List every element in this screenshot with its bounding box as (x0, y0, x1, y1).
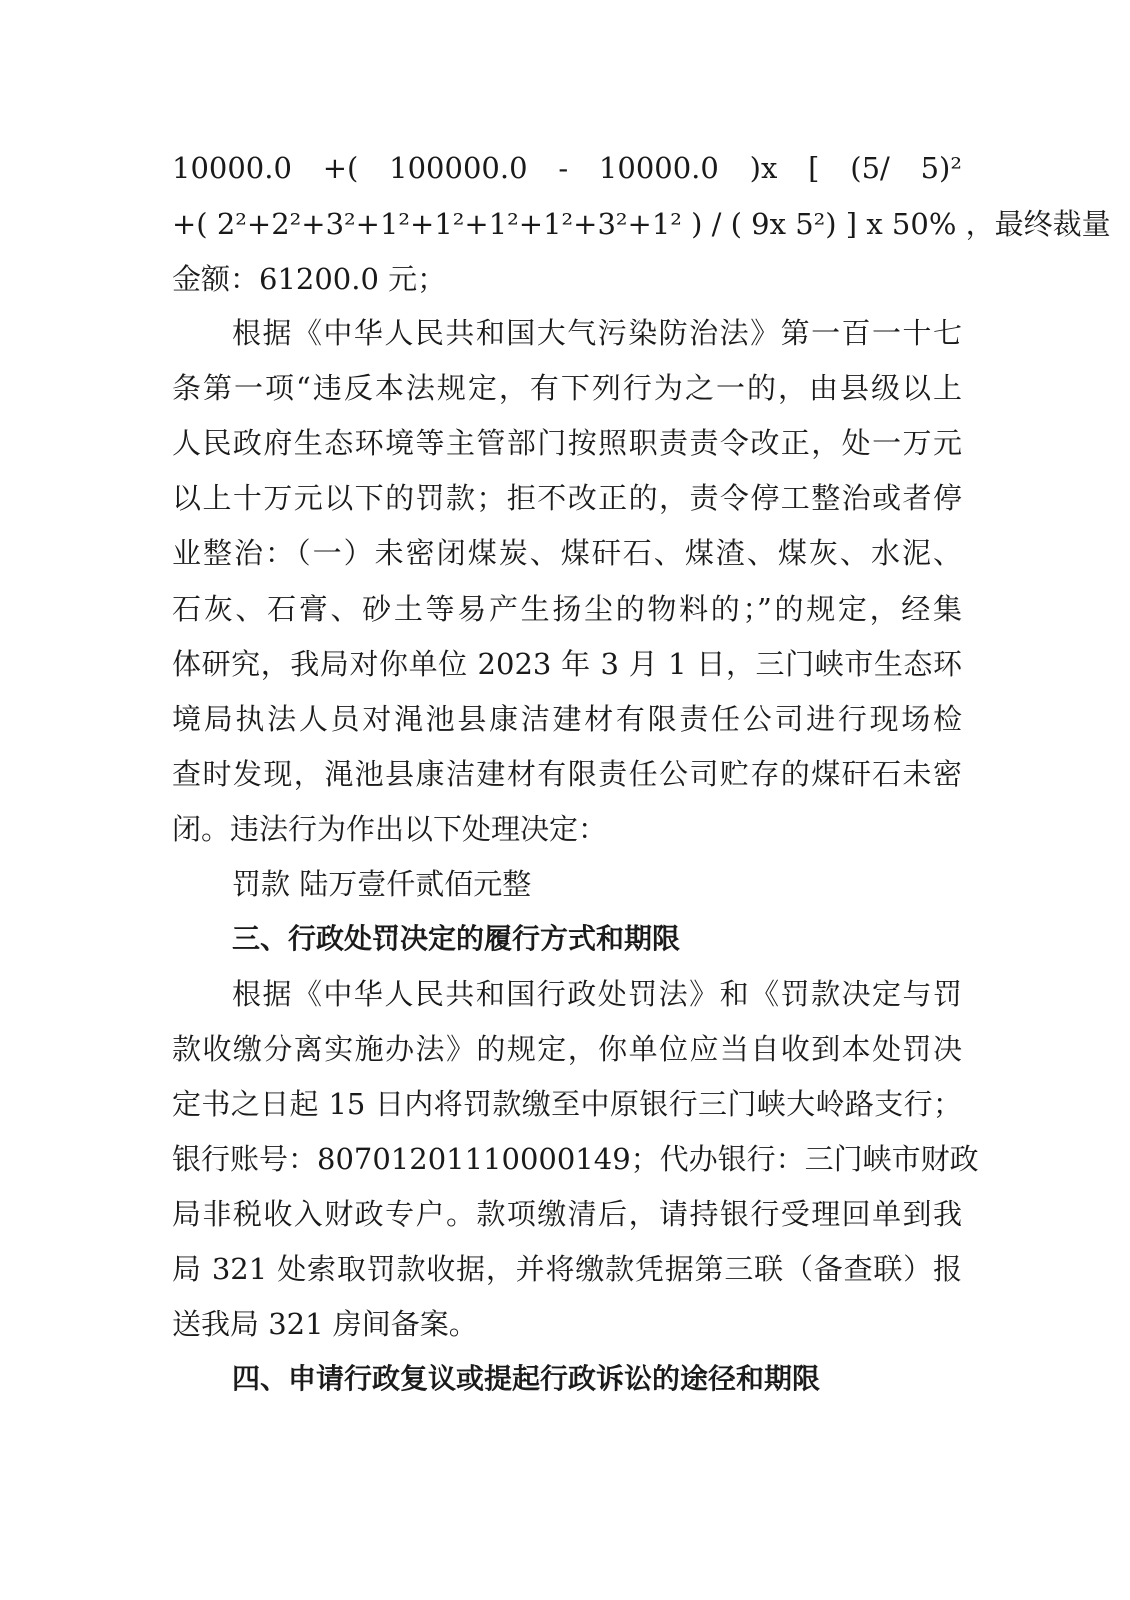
legal-basis-line: 以上十万元以下的罚款；拒不改正的，责令停工整治或者停 (172, 481, 962, 515)
formula-line-3: 金额：61200.0 元； (172, 262, 447, 296)
payment-line: 根据《中华人民共和国行政处罚法》和《罚款决定与罚 (232, 977, 962, 1011)
legal-basis-line: 查时发现，渑池县康洁建材有限责任公司贮存的煤矸石未密 (172, 757, 962, 791)
formula-line-1: 10000.0 +( 100000.0 - 10000.0 )x [ (5/ 5)² (172, 151, 962, 185)
legal-basis-line: 根据《中华人民共和国大气污染防治法》第一百一十七 (232, 316, 962, 350)
payment-line: 送我局 321 房间备案。 (172, 1307, 478, 1341)
penalty-amount: 罚款 陆万壹仟贰佰元整 (232, 867, 532, 901)
payment-line: 局 321 处索取罚款收据，并将缴款凭据第三联（备查联）报 (172, 1252, 962, 1286)
legal-basis-line: 业整治：（一）未密闭煤炭、煤矸石、煤渣、煤灰、水泥、 (172, 536, 962, 570)
section-heading-4: 四、申请行政复议或提起行政诉讼的途径和期限 (232, 1362, 821, 1395)
legal-basis-line: 人民政府生态环境等主管部门按照职责责令改正，处一万元 (172, 426, 962, 460)
formula-line-2: +( 2²+2²+3²+1²+1²+1²+1²+3²+1² ) / ( 9x 5²) ] x 50% ，最终裁量 (172, 207, 1111, 241)
legal-basis-line: 闭。违法行为作出以下处理决定： (172, 812, 608, 846)
legal-basis-line: 境局执法人员对渑池县康洁建材有限责任公司进行现场检 (172, 702, 962, 736)
payment-line: 局非税收入财政专户。款项缴清后，请持银行受理回单到我 (172, 1197, 962, 1231)
legal-basis-line: 体研究，我局对你单位 2023 年 3 月 1 日，三门峡市生态环 (172, 647, 962, 681)
legal-basis-line: 石灰、石膏、砂土等易产生扬尘的物料的；”的规定，经集 (172, 592, 962, 626)
payment-line: 款收缴分离实施办法》的规定，你单位应当自收到本处罚决 (172, 1032, 962, 1066)
legal-basis-line: 条第一项“违反本法规定，有下列行为之一的，由县级以上 (172, 371, 962, 405)
payment-line: 定书之日起 15 日内将罚款缴至中原银行三门峡大岭路支行； (172, 1087, 962, 1121)
payment-line: 银行账号：80701201110000149；代办银行：三门峡市财政 (172, 1142, 979, 1176)
section-heading-3: 三、行政处罚决定的履行方式和期限 (232, 922, 681, 955)
